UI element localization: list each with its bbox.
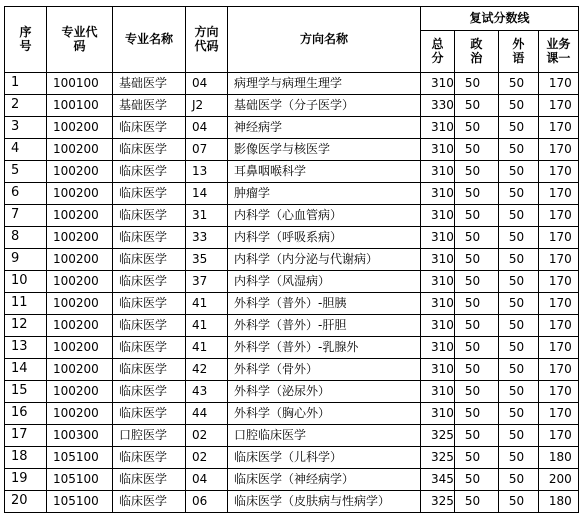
- major-code-cell: 100200: [47, 381, 113, 403]
- foreign-language-cell: 50: [498, 447, 538, 469]
- course-one-cell: 170: [538, 381, 578, 403]
- major-code-cell: 100200: [47, 183, 113, 205]
- foreign-language-cell: 50: [498, 469, 538, 491]
- seq-cell: 12: [5, 315, 47, 337]
- direction-name-cell: 外科学（普外）-胆胰: [228, 293, 421, 315]
- politics-cell: 50: [454, 183, 498, 205]
- direction-name-cell: 临床医学（皮肤病与性病学）: [228, 491, 421, 513]
- course-one-cell: 170: [538, 425, 578, 447]
- course-one-cell: 170: [538, 227, 578, 249]
- direction-name-cell: 内科学（心血管病）: [228, 205, 421, 227]
- table-row: [5, 315, 579, 337]
- major-name-cell: 基础医学: [113, 73, 186, 95]
- major-code-cell: 100200: [47, 117, 113, 139]
- politics-cell: 50: [454, 381, 498, 403]
- major-code-cell: 105100: [47, 491, 113, 513]
- direction-code-cell: 14: [186, 183, 228, 205]
- direction-code-cell: 43: [186, 381, 228, 403]
- seq-cell: 7: [5, 205, 47, 227]
- direction-name-cell: 神经病学: [228, 117, 421, 139]
- course-one-cell: 170: [538, 315, 578, 337]
- direction-code-cell: 42: [186, 359, 228, 381]
- header-course-one: 业务 课一: [538, 31, 578, 73]
- course-one-cell: 170: [538, 249, 578, 271]
- total-score-cell: 310: [421, 249, 455, 271]
- total-score-cell: 310: [421, 117, 455, 139]
- total-score-cell: 310: [421, 293, 455, 315]
- table-row: [5, 205, 579, 227]
- total-score-cell: 310: [421, 403, 455, 425]
- seq-cell: 20: [5, 491, 47, 513]
- table-body: [5, 73, 579, 513]
- major-name-cell: 临床医学: [113, 205, 186, 227]
- seq-cell: 3: [5, 117, 47, 139]
- course-one-cell: 170: [538, 293, 578, 315]
- table-row: [5, 293, 579, 315]
- direction-code-cell: 41: [186, 337, 228, 359]
- foreign-language-cell: 50: [498, 315, 538, 337]
- score-table: [4, 6, 579, 513]
- major-name-cell: 临床医学: [113, 139, 186, 161]
- foreign-language-cell: 50: [498, 95, 538, 117]
- seq-cell: 19: [5, 469, 47, 491]
- direction-code-cell: 13: [186, 161, 228, 183]
- foreign-language-cell: 50: [498, 337, 538, 359]
- politics-cell: 50: [454, 315, 498, 337]
- total-score-cell: 310: [421, 73, 455, 95]
- total-score-cell: 325: [421, 447, 455, 469]
- direction-name-cell: 外科学（泌尿外）: [228, 381, 421, 403]
- major-code-cell: 100200: [47, 205, 113, 227]
- total-score-cell: 325: [421, 491, 455, 513]
- table-row: [5, 425, 579, 447]
- course-one-cell: 170: [538, 95, 578, 117]
- direction-name-cell: 内科学（风湿病）: [228, 271, 421, 293]
- major-name-cell: 口腔医学: [113, 425, 186, 447]
- course-one-cell: 170: [538, 139, 578, 161]
- total-score-cell: 310: [421, 227, 455, 249]
- foreign-language-cell: 50: [498, 425, 538, 447]
- major-code-cell: 100200: [47, 337, 113, 359]
- header-retest-score-line: 复试分数线: [421, 7, 579, 31]
- politics-cell: 50: [454, 293, 498, 315]
- politics-cell: 50: [454, 117, 498, 139]
- total-score-cell: 310: [421, 183, 455, 205]
- major-name-cell: 临床医学: [113, 117, 186, 139]
- total-score-cell: 310: [421, 381, 455, 403]
- table-row: [5, 183, 579, 205]
- total-score-cell: 310: [421, 205, 455, 227]
- major-code-cell: 100300: [47, 425, 113, 447]
- major-code-cell: 100200: [47, 315, 113, 337]
- major-name-cell: 临床医学: [113, 227, 186, 249]
- direction-code-cell: 04: [186, 469, 228, 491]
- table-row: [5, 381, 579, 403]
- seq-cell: 17: [5, 425, 47, 447]
- major-name-cell: 临床医学: [113, 447, 186, 469]
- major-code-cell: 100200: [47, 249, 113, 271]
- course-one-cell: 200: [538, 469, 578, 491]
- seq-cell: 2: [5, 95, 47, 117]
- seq-cell: 11: [5, 293, 47, 315]
- direction-name-cell: 病理学与病理生理学: [228, 73, 421, 95]
- table-row: [5, 95, 579, 117]
- direction-name-cell: 影像医学与核医学: [228, 139, 421, 161]
- major-name-cell: 临床医学: [113, 315, 186, 337]
- header-politics: 政 治: [454, 31, 498, 73]
- major-name-cell: 临床医学: [113, 381, 186, 403]
- course-one-cell: 180: [538, 491, 578, 513]
- direction-code-cell: J2: [186, 95, 228, 117]
- politics-cell: 50: [454, 491, 498, 513]
- total-score-cell: 325: [421, 425, 455, 447]
- total-score-cell: 310: [421, 139, 455, 161]
- major-name-cell: 临床医学: [113, 249, 186, 271]
- seq-cell: 16: [5, 403, 47, 425]
- seq-cell: 5: [5, 161, 47, 183]
- direction-code-cell: 35: [186, 249, 228, 271]
- foreign-language-cell: 50: [498, 73, 538, 95]
- major-code-cell: 100100: [47, 95, 113, 117]
- politics-cell: 50: [454, 403, 498, 425]
- header-seq: 序 号: [5, 7, 47, 73]
- foreign-language-cell: 50: [498, 117, 538, 139]
- direction-code-cell: 41: [186, 315, 228, 337]
- seq-cell: 10: [5, 271, 47, 293]
- direction-code-cell: 37: [186, 271, 228, 293]
- foreign-language-cell: 50: [498, 293, 538, 315]
- major-name-cell: 临床医学: [113, 359, 186, 381]
- direction-name-cell: 临床医学（神经病学）: [228, 469, 421, 491]
- major-name-cell: 临床医学: [113, 161, 186, 183]
- politics-cell: 50: [454, 73, 498, 95]
- total-score-cell: 310: [421, 315, 455, 337]
- seq-cell: 14: [5, 359, 47, 381]
- table-row: [5, 73, 579, 95]
- table-row: [5, 447, 579, 469]
- major-code-cell: 100200: [47, 359, 113, 381]
- politics-cell: 50: [454, 161, 498, 183]
- direction-code-cell: 41: [186, 293, 228, 315]
- seq-cell: 18: [5, 447, 47, 469]
- table-row: [5, 491, 579, 513]
- foreign-language-cell: 50: [498, 403, 538, 425]
- direction-code-cell: 02: [186, 447, 228, 469]
- politics-cell: 50: [454, 249, 498, 271]
- seq-cell: 6: [5, 183, 47, 205]
- table-row: [5, 271, 579, 293]
- politics-cell: 50: [454, 95, 498, 117]
- direction-name-cell: 内科学（呼吸系病）: [228, 227, 421, 249]
- major-name-cell: 临床医学: [113, 183, 186, 205]
- seq-cell: 15: [5, 381, 47, 403]
- major-code-cell: 100200: [47, 139, 113, 161]
- direction-code-cell: 07: [186, 139, 228, 161]
- table-row: [5, 249, 579, 271]
- header-direction-code: 方向 代码: [186, 7, 228, 73]
- foreign-language-cell: 50: [498, 161, 538, 183]
- direction-name-cell: 外科学（胸心外）: [228, 403, 421, 425]
- total-score-cell: 310: [421, 337, 455, 359]
- foreign-language-cell: 50: [498, 359, 538, 381]
- table-row: [5, 227, 579, 249]
- seq-cell: 8: [5, 227, 47, 249]
- table-row: [5, 337, 579, 359]
- direction-name-cell: 外科学（骨外）: [228, 359, 421, 381]
- politics-cell: 50: [454, 447, 498, 469]
- direction-name-cell: 肿瘤学: [228, 183, 421, 205]
- direction-code-cell: 02: [186, 425, 228, 447]
- seq-cell: 1: [5, 73, 47, 95]
- course-one-cell: 170: [538, 359, 578, 381]
- foreign-language-cell: 50: [498, 139, 538, 161]
- header-major-name: 专业名称: [113, 7, 186, 73]
- header-foreign-language: 外 语: [498, 31, 538, 73]
- table-row: [5, 403, 579, 425]
- foreign-language-cell: 50: [498, 249, 538, 271]
- politics-cell: 50: [454, 425, 498, 447]
- foreign-language-cell: 50: [498, 205, 538, 227]
- major-code-cell: 105100: [47, 447, 113, 469]
- direction-name-cell: 临床医学（儿科学）: [228, 447, 421, 469]
- header-direction-name: 方向名称: [228, 7, 421, 73]
- major-name-cell: 临床医学: [113, 337, 186, 359]
- major-name-cell: 临床医学: [113, 491, 186, 513]
- direction-code-cell: 33: [186, 227, 228, 249]
- table-row: [5, 469, 579, 491]
- major-code-cell: 100100: [47, 73, 113, 95]
- major-code-cell: 100200: [47, 161, 113, 183]
- foreign-language-cell: 50: [498, 381, 538, 403]
- course-one-cell: 170: [538, 337, 578, 359]
- foreign-language-cell: 50: [498, 183, 538, 205]
- direction-code-cell: 04: [186, 73, 228, 95]
- table-row: [5, 139, 579, 161]
- major-code-cell: 100200: [47, 271, 113, 293]
- politics-cell: 50: [454, 359, 498, 381]
- direction-name-cell: 外科学（普外）-乳腺外: [228, 337, 421, 359]
- header-total-score: 总 分: [421, 31, 455, 73]
- total-score-cell: 310: [421, 161, 455, 183]
- table-row: [5, 161, 579, 183]
- major-name-cell: 临床医学: [113, 293, 186, 315]
- politics-cell: 50: [454, 469, 498, 491]
- major-code-cell: 100200: [47, 293, 113, 315]
- major-name-cell: 临床医学: [113, 403, 186, 425]
- direction-name-cell: 外科学（普外）-肝胆: [228, 315, 421, 337]
- course-one-cell: 180: [538, 447, 578, 469]
- major-name-cell: 基础医学: [113, 95, 186, 117]
- direction-code-cell: 31: [186, 205, 228, 227]
- politics-cell: 50: [454, 205, 498, 227]
- foreign-language-cell: 50: [498, 491, 538, 513]
- seq-cell: 4: [5, 139, 47, 161]
- direction-name-cell: 耳鼻咽喉科学: [228, 161, 421, 183]
- foreign-language-cell: 50: [498, 227, 538, 249]
- header-major-code: 专业代 码: [47, 7, 113, 73]
- direction-name-cell: 内科学（内分泌与代谢病）: [228, 249, 421, 271]
- total-score-cell: 330: [421, 95, 455, 117]
- major-name-cell: 临床医学: [113, 469, 186, 491]
- course-one-cell: 170: [538, 161, 578, 183]
- direction-code-cell: 04: [186, 117, 228, 139]
- course-one-cell: 170: [538, 271, 578, 293]
- major-code-cell: 100200: [47, 403, 113, 425]
- direction-name-cell: 基础医学（分子医学）: [228, 95, 421, 117]
- direction-name-cell: 口腔临床医学: [228, 425, 421, 447]
- direction-code-cell: 06: [186, 491, 228, 513]
- total-score-cell: 310: [421, 359, 455, 381]
- table-row: [5, 117, 579, 139]
- seq-cell: 9: [5, 249, 47, 271]
- politics-cell: 50: [454, 271, 498, 293]
- major-code-cell: 105100: [47, 469, 113, 491]
- politics-cell: 50: [454, 139, 498, 161]
- course-one-cell: 170: [538, 403, 578, 425]
- politics-cell: 50: [454, 337, 498, 359]
- foreign-language-cell: 50: [498, 271, 538, 293]
- table-row: [5, 359, 579, 381]
- direction-code-cell: 44: [186, 403, 228, 425]
- total-score-cell: 310: [421, 271, 455, 293]
- politics-cell: 50: [454, 227, 498, 249]
- course-one-cell: 170: [538, 117, 578, 139]
- course-one-cell: 170: [538, 73, 578, 95]
- major-code-cell: 100200: [47, 227, 113, 249]
- seq-cell: 13: [5, 337, 47, 359]
- course-one-cell: 170: [538, 183, 578, 205]
- major-name-cell: 临床医学: [113, 271, 186, 293]
- total-score-cell: 345: [421, 469, 455, 491]
- course-one-cell: 170: [538, 205, 578, 227]
